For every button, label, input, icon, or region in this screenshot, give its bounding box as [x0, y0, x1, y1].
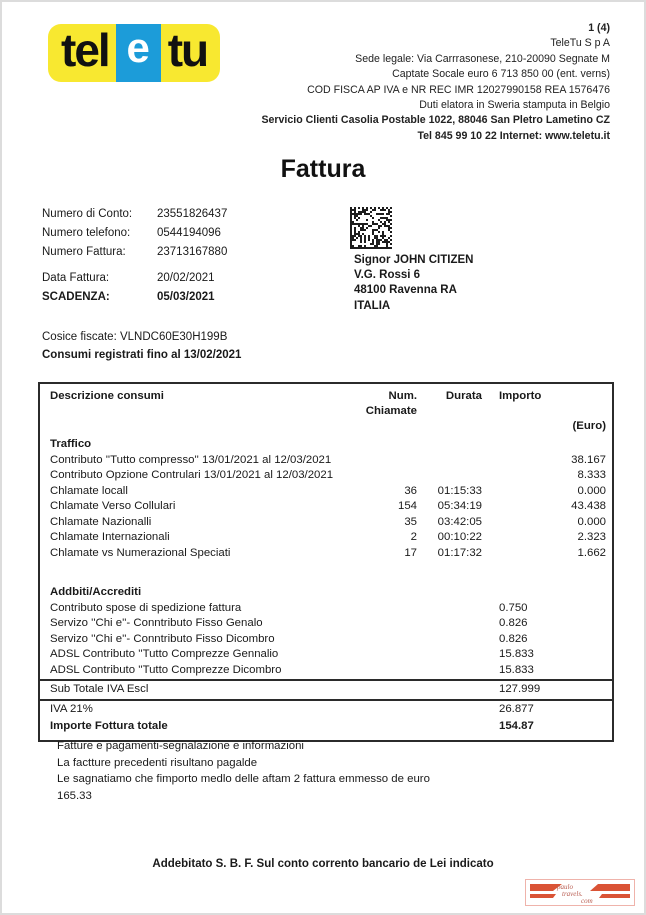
account-label: Data Fattura: — [42, 272, 110, 284]
table-row — [50, 647, 606, 663]
cell-importo: 26.877 — [499, 702, 534, 715]
account-label: Numero telefono: — [42, 227, 131, 239]
cell-descrizione: Contributo ''Tutto compresso'' 13/01/2021 al 12/03/2021 — [50, 453, 332, 466]
cell-durata: 01:15:33 — [437, 484, 482, 497]
table-row — [50, 484, 606, 500]
cell-descrizione: ADSL Contributo ''Tutto Comprezze Gennalio — [50, 648, 279, 660]
note-line-1: Fatture e pagamenti-segnalazione e informazioni — [57, 740, 304, 752]
account-row — [42, 205, 227, 224]
account-row — [42, 224, 227, 243]
cell-descrizione: Addbiti/Accrediti — [50, 586, 142, 598]
note-line-3: Le sagnatiamo che fimporto medlo delle aftam 2 fattura emmesso de euro — [57, 773, 430, 785]
company-address-line-1: Sede legale: Via Carrrasonese, 210-20090 Segnate M — [355, 52, 610, 65]
page-number: 1 (4) — [588, 22, 610, 34]
watermark-left-bar — [530, 894, 556, 898]
customer-service-line: Servicio Clienti Casolia Postable 1022, 88046 San Pletro Lametino CZ — [261, 114, 610, 127]
table-divider-line — [40, 679, 612, 681]
cell-durata: 03:42:05 — [437, 515, 482, 528]
watermark-text-1: paulo — [557, 883, 573, 891]
cell-euro: 2.323 — [577, 531, 606, 543]
cell-descrizione: ADSL Contributo ''Tutto Comprezze Dicombro — [50, 663, 282, 676]
company-address-line-4: Duti elatora in Sweria stamputa in Belgio — [419, 99, 610, 112]
teletu-logo — [48, 24, 220, 82]
table-row — [50, 468, 606, 484]
cell-importo: 15.833 — [499, 648, 534, 660]
cell-importo: 127.999 — [499, 683, 541, 695]
cell-num-chiamate: 154 — [397, 500, 417, 512]
cell-importo: 0.826 — [499, 617, 528, 629]
fiscal-code-line: Cosice fiscate: VLNDC60E30H199B — [42, 331, 228, 343]
cell-descrizione: Contributo Opzione Contrulari 13/01/2021 al 12/03/2021 — [50, 469, 334, 481]
account-info-block — [42, 205, 227, 307]
account-value: 23551826437 — [157, 208, 228, 220]
note-line-4: 165.33 — [57, 789, 92, 802]
cell-num-chiamate: 36 — [404, 484, 417, 497]
table-section-row — [50, 437, 606, 453]
table-spacer — [50, 561, 606, 585]
recipient-block — [350, 207, 473, 314]
consumption-table — [38, 382, 614, 742]
cell-importo: 0.826 — [499, 632, 528, 645]
cell-euro: 0.000 — [577, 484, 606, 497]
spacer — [42, 262, 227, 269]
table-row — [50, 616, 606, 632]
cell-num-chiamate: 2 — [410, 531, 417, 543]
col-header-descrizione: Descrizione consumi — [50, 390, 164, 402]
recipient-line-3: 48100 Ravenna RA — [354, 284, 457, 297]
contact-line: Tel 845 99 10 22 Internet: www.teletu.it — [417, 129, 610, 142]
account-value: 20/02/2021 — [157, 272, 215, 284]
cell-euro: 8.333 — [577, 469, 606, 481]
cell-num-chiamate: 35 — [404, 515, 417, 528]
table-row — [50, 663, 606, 679]
cell-descrizione: Traffico — [50, 438, 92, 450]
account-row-scadenza — [42, 288, 227, 307]
table-divider-line — [40, 699, 612, 701]
cell-descrizione: Contributo spose di spedizione fattura — [50, 601, 242, 614]
cell-durata: 01:17:32 — [437, 546, 482, 559]
table-row — [50, 601, 606, 617]
company-header-block — [261, 21, 610, 144]
table-row — [50, 453, 606, 469]
cell-num-chiamate: 17 — [404, 546, 417, 559]
account-value: 23713167880 — [157, 246, 228, 258]
account-label: Numero Fattura: — [42, 246, 126, 258]
account-label: Numero di Conto: — [42, 208, 133, 220]
cell-descrizione: Importe Fottura totale — [50, 720, 168, 732]
table-header-row — [50, 389, 606, 434]
table-row — [50, 499, 606, 515]
company-address-line-3: COD FISCA AP IVA e NR REC IMR 12027990158 REA 1576476 — [307, 83, 610, 96]
cell-euro: 0.000 — [577, 515, 606, 528]
cell-descrizione: Chlamate vs Numerazional Speciati — [50, 546, 231, 559]
recipient-line-4: ITALIA — [354, 299, 391, 312]
cell-durata: 00:10:22 — [437, 531, 482, 543]
page-title: Fattura — [280, 155, 366, 183]
company-address-line-2: Captate Socale euro 6 713 850 00 (ent. verns) — [392, 68, 610, 81]
watermark-logo — [525, 879, 635, 906]
cell-durata: 05:34:19 — [437, 500, 482, 512]
fiscal-block — [42, 329, 241, 364]
note-line-2: La factture precedenti risultano pagalde — [57, 756, 258, 769]
watermark-text-2: travels. — [562, 890, 583, 898]
cell-descrizione: IVA 21% — [50, 702, 93, 715]
table-row — [50, 632, 606, 648]
table-row — [50, 717, 606, 735]
table-body — [50, 437, 606, 735]
cell-descrizione: Chlamate Internazionali — [50, 531, 170, 543]
cell-descrizione: Servizo ''Chi e''- Conntributo Fisso Dicombro — [50, 632, 275, 645]
cell-importo: 154.87 — [499, 720, 534, 732]
datamatrix-code — [350, 207, 392, 249]
account-value: 05/03/2021 — [157, 291, 215, 303]
cell-descrizione: Chlamate Verso Collulari — [50, 500, 176, 512]
cell-descrizione: Sub Totale IVA Escl — [50, 683, 149, 695]
table-row — [50, 546, 606, 562]
watermark-graphic — [525, 879, 635, 906]
cell-importo: 15.833 — [499, 663, 534, 676]
col-header-importo: Importo — [499, 390, 542, 402]
col-header-durata: Durata — [445, 390, 482, 402]
cell-importo: 0.750 — [499, 601, 528, 614]
table-row — [50, 515, 606, 531]
table-section-row — [50, 585, 606, 601]
table-row — [50, 682, 606, 698]
payment-instruction: Addebitato S. B. F. Sul conto corrento bancario de Lei indicato — [152, 858, 494, 870]
recipient-line-1: Signor JOHN CITIZEN — [354, 254, 474, 266]
logo-text-tu: tu — [167, 24, 208, 76]
recipient-line-2: V.G. Rossi 6 — [354, 269, 421, 282]
recipient-address — [354, 253, 473, 314]
cell-euro: 38.167 — [571, 453, 606, 466]
watermark-text-3: com — [581, 897, 593, 905]
watermark-right-bar — [599, 894, 630, 898]
cell-euro: 43.438 — [571, 500, 606, 512]
logo-text-tel: tel — [61, 24, 109, 76]
account-row — [42, 243, 227, 262]
table-row — [50, 530, 606, 546]
account-row — [42, 269, 227, 288]
notes-block — [57, 738, 430, 804]
cell-descrizione: Chlamate Nazionalli — [50, 515, 152, 528]
table-row — [50, 702, 606, 718]
cell-descrizione: Chlamate locall — [50, 484, 128, 497]
cell-euro: 1.662 — [577, 546, 606, 559]
cell-descrizione: Servizo ''Chi e''- Conntributo Fisso Genalo — [50, 617, 263, 629]
company-name: TeleTu S p A — [550, 37, 610, 50]
col-header-num-chiamate: Num. Chiamate — [365, 390, 417, 417]
col-header-euro: (Euro) — [572, 420, 606, 432]
consumi-line: Consumi registrati fino al 13/02/2021 — [42, 348, 242, 361]
account-label: SCADENZA: — [42, 291, 110, 303]
account-value: 0544194096 — [157, 227, 221, 239]
logo-text-e: e — [116, 24, 161, 82]
